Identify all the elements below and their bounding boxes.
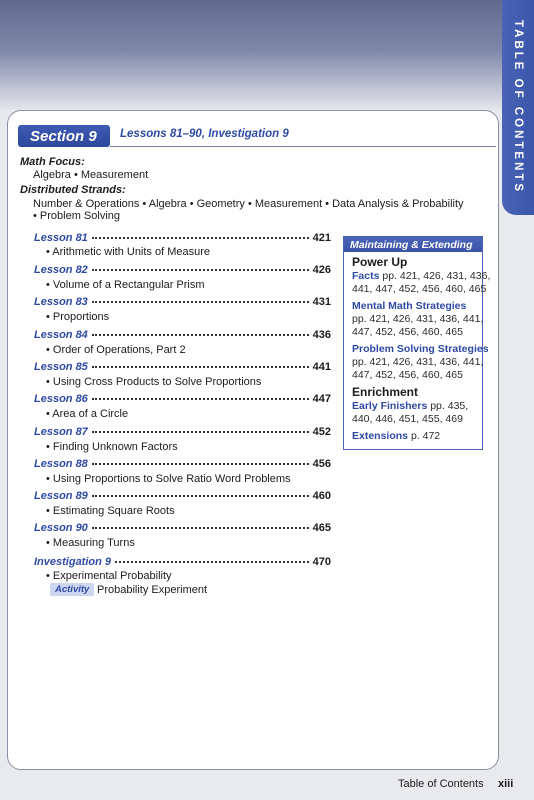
mental-pages-2: 447, 452, 456, 460, 465 [352,326,463,338]
lesson-row-85[interactable] [34,361,331,375]
power-up-heading: Power Up [352,255,408,269]
leader-dots [92,520,309,529]
lesson-row-89[interactable] [34,490,331,504]
leader-dots [92,488,309,497]
page-top-band [0,0,534,110]
leader-dots [92,456,309,465]
lesson-topic: • Area of a Circle [46,408,129,420]
lesson-topic: • Finding Unknown Factors [46,441,178,453]
lesson-topic: • Arithmetic with Units of Measure [46,246,211,258]
problem-pages-2: 447, 452, 456, 460, 465 [352,369,463,381]
box-header: Maintaining & Extending [344,237,482,252]
distributed-strands-line1: Number & Operations • Algebra • Geometry • Measurement • Data Analysis & Probability [33,198,464,210]
lesson-page: 426 [312,264,331,276]
early-pages-2: 440, 446, 451, 455, 469 [352,413,463,425]
lesson-topic: • Volume of a Rectangular Prism [46,279,205,291]
lesson-page: 470 [312,556,331,568]
mental-pages-1: pp. 421, 426, 431, 436, 441, [352,313,484,325]
leader-dots [92,262,309,271]
extensions-pages: p. 472 [410,430,441,442]
lesson-row-83[interactable] [34,296,331,310]
leader-dots [92,327,309,336]
leader-dots [92,391,309,400]
lesson-page: 436 [312,329,331,341]
lesson-name[interactable]: Investigation 9 [34,556,112,568]
lesson-name[interactable]: Lesson 85 [34,361,88,373]
lesson-name[interactable]: Lesson 81 [34,232,88,244]
early-finishers-link[interactable]: Early Finishers [352,400,428,412]
section-header [18,125,496,147]
math-focus-label: Math Focus: [20,156,85,168]
lesson-name[interactable]: Lesson 90 [34,522,88,534]
lesson-page: 441 [312,361,331,373]
distributed-strands-line2: • Problem Solving [33,210,121,222]
lesson-topic: • Estimating Square Roots [46,505,175,517]
side-tab-label: TABLE OF CONTENTS [512,20,524,195]
lesson-page: 456 [312,458,331,470]
facts-pages: pp. 421, 426, 431, 436, [382,270,491,282]
lesson-row-87[interactable] [34,426,331,440]
footer-label: Table of Contents [398,778,484,790]
lesson-page: 452 [312,426,331,438]
extensions-link[interactable]: Extensions [352,430,409,442]
lesson-name[interactable]: Lesson 88 [34,458,88,470]
lesson-topic: • Order of Operations, Part 2 [46,344,186,356]
lesson-name[interactable]: Lesson 84 [34,329,88,341]
lesson-name[interactable]: Lesson 82 [34,264,88,276]
activity-badge: Activity [50,583,94,596]
early-pages: pp. 435, [430,400,469,412]
lesson-page: 447 [312,393,331,405]
lesson-topic: • Proportions [46,311,110,323]
lesson-name[interactable]: Lesson 86 [34,393,88,405]
lesson-name[interactable]: Lesson 83 [34,296,88,308]
lesson-page: 421 [312,232,331,244]
lesson-row-86[interactable] [34,393,331,407]
problem-solving-link[interactable]: Problem Solving Strategies [352,343,489,355]
lesson-topic: • Measuring Turns [46,537,135,549]
problem-pages-1: pp. 421, 426, 431, 436, 441, [352,356,484,368]
lesson-topic: • Using Cross Products to Solve Proportions [46,376,262,388]
lesson-row-88[interactable] [34,458,331,472]
lesson-topic: • Using Proportions to Solve Ratio Word Problems [46,473,291,485]
lesson-row-84[interactable] [34,329,331,343]
maintaining-extending-box [343,236,491,450]
leader-dots [115,554,309,563]
section-subtitle: Lessons 81–90, Investigation 9 [120,128,289,140]
lesson-name[interactable]: Lesson 89 [34,490,88,502]
facts-pages-2: 441, 447, 452, 456, 460, 465 [352,283,487,295]
footer-page-number: xiii [498,778,514,790]
leader-dots [92,359,309,368]
header-rule [110,146,496,147]
leader-dots [92,424,309,433]
lesson-name[interactable]: Lesson 87 [34,426,88,438]
leader-dots [92,230,309,239]
distributed-strands-label: Distributed Strands: [20,184,126,196]
leader-dots [92,294,309,303]
lesson-row-82[interactable] [34,264,331,278]
facts-link[interactable]: Facts [352,270,380,282]
section-badge: Section 9 [18,125,110,147]
lesson-row-investigation-9[interactable] [34,556,331,570]
enrichment-heading: Enrichment [352,385,419,399]
lesson-page: 460 [312,490,331,502]
table-of-contents-tab[interactable] [502,0,534,215]
early-finishers-line [352,400,468,413]
math-focus-text: Algebra • Measurement [33,169,149,181]
extensions-line [352,430,440,443]
lesson-page: 465 [312,522,331,534]
lesson-row-81[interactable] [34,232,331,246]
mental-math-link[interactable]: Mental Math Strategies [352,300,467,312]
lesson-row-90[interactable] [34,522,331,536]
facts-line [352,270,490,283]
activity-text: Probability Experiment [97,584,208,596]
lesson-page: 431 [312,296,331,308]
lesson-topic: • Experimental Probability [46,570,172,582]
